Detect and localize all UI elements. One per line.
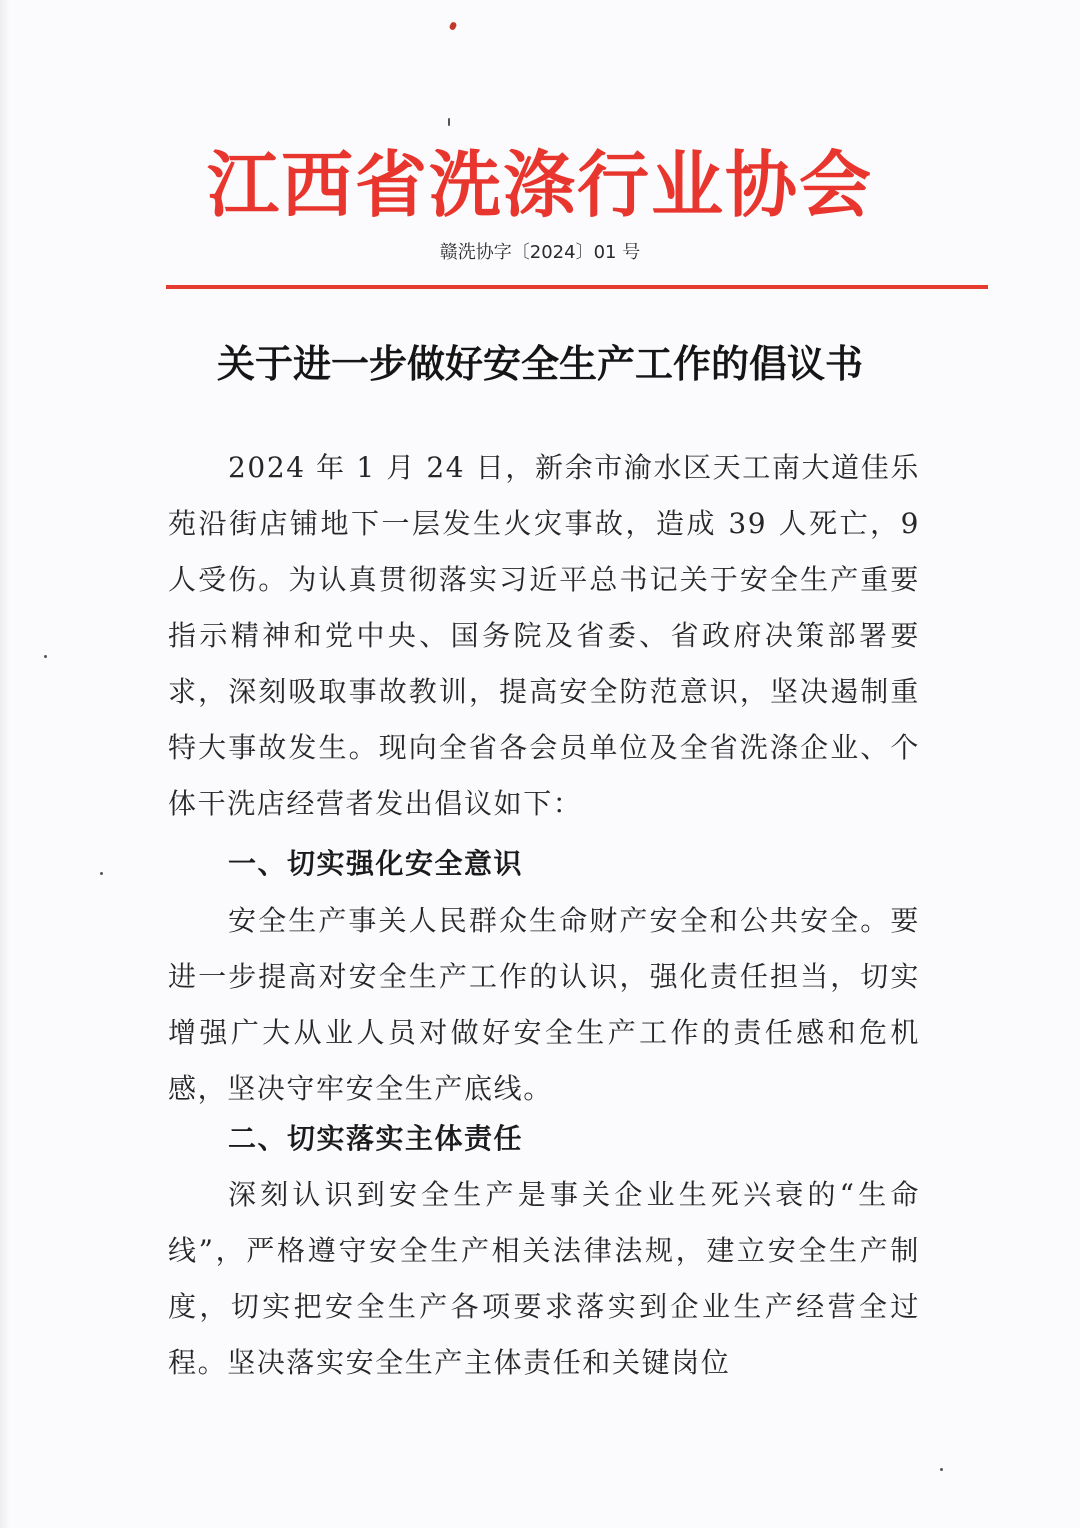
scan-speck — [448, 118, 450, 126]
ink-mark — [449, 21, 458, 31]
scan-speck — [940, 1468, 943, 1471]
document-title: 关于进一步做好安全生产工作的倡议书 — [216, 341, 863, 386]
letterhead-divider — [166, 285, 988, 289]
section-1-heading: 一、切实强化安全意识 — [228, 847, 524, 880]
section-2-heading: 二、切实落实主体责任 — [228, 1122, 524, 1155]
scan-speck — [100, 872, 103, 875]
letterhead-title: 江西省洗涤行业协会 — [206, 142, 873, 227]
section-1-paragraph: 安全生产事关人民群众生命财产安全和公共安全。要进一步提高对安全生产工作的认识，强化责任担当，切实增强广大从业人员对做好安全生产工作的责任感和危机感，坚决守牢安全生产底线。 — [168, 904, 920, 1105]
document-number: 赣洗协字〔2024〕01 号 — [439, 242, 641, 263]
intro-paragraph: 2024 年 1 月 24 日，新余市渝水区天工南大道佳乐苑沿街店铺地下一层发生火灾事故，造成 39 人死亡，9 人受伤。为认真贯彻落实习近平总书记关于安全生产重要指示精神和党中央、国务院及省委、省政府决策部署要求，深刻吸取事故教训，提高安全防范意识，坚决遏制重特大事故发生。现向全省各会员单位及全省洗涤企业、个体干洗店经营者发出倡议如下： — [168, 451, 920, 820]
scan-speck — [44, 655, 47, 658]
section-2-paragraph: 深刻认识到安全生产是事关企业生死兴衰的“生命线”，严格遵守安全生产相关法律法规，建立安全生产制度，切实把安全生产各项要求落实到企业生产经营全过程。坚决落实安全生产主体责任和关键岗位 — [168, 1178, 920, 1379]
